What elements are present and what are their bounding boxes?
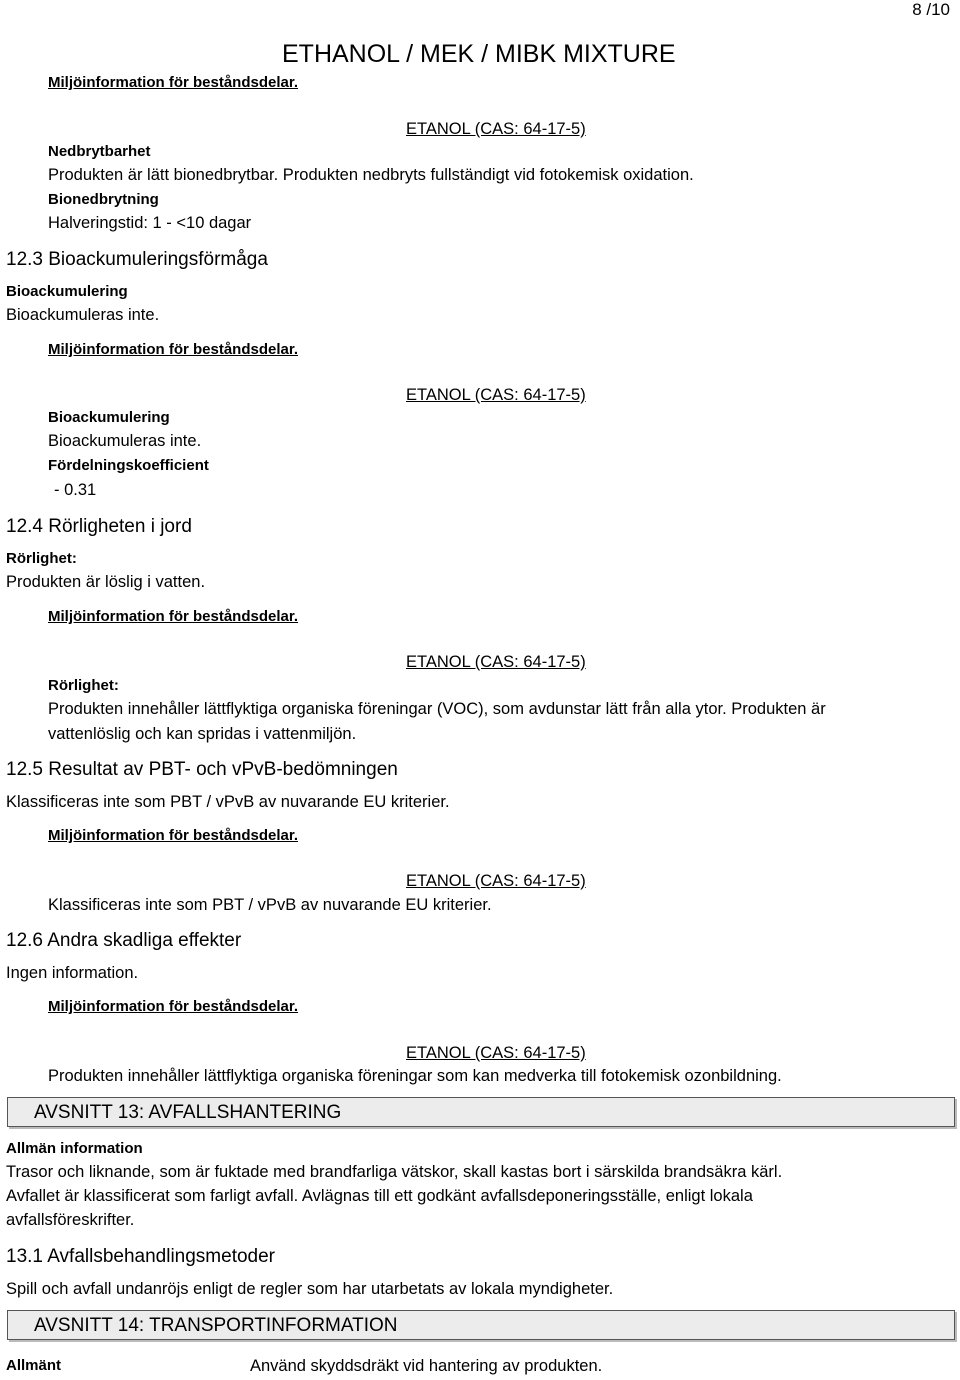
- component-cas-label: ETANOL (CAS: 64-17-5): [406, 653, 586, 671]
- component-info-label: Miljöinformation för beståndsdelar.: [48, 74, 299, 91]
- component-cas-label: ETANOL (CAS: 64-17-5): [406, 872, 586, 890]
- section-13-bar: [7, 1097, 955, 1127]
- field-text: Klassificeras inte som PBT / vPvB av nuvarande EU kriterier.: [6, 793, 450, 811]
- field-label: Allmänt: [6, 1357, 62, 1374]
- field-label: Bioackumulering: [48, 409, 170, 426]
- document-title: ETHANOL / MEK / MIBK MIXTURE: [282, 40, 676, 68]
- field-text: Klassificeras inte som PBT / vPvB av nuvarande EU kriterier.: [48, 896, 492, 914]
- section-heading: 12.5 Resultat av PBT- och vPvB-bedömningen: [6, 759, 398, 780]
- field-text: Produkten är lätt bionedbrytbar. Produkten nedbryts fullständigt vid fotokemisk oxidation.: [48, 166, 694, 184]
- component-cas-label: ETANOL (CAS: 64-17-5): [406, 1044, 586, 1062]
- field-label: Fördelningskoefficient: [48, 457, 209, 474]
- field-text: Produkten innehåller lättflyktiga organiska föreningar som kan medverka till fotokemisk ozonbildning.: [48, 1067, 782, 1085]
- field-value: - 0.31: [54, 481, 97, 499]
- field-text: Bioackumuleras inte.: [6, 306, 160, 324]
- field-label: Nedbrytbarhet: [48, 143, 151, 160]
- component-info-label: Miljöinformation för beståndsdelar.: [48, 998, 299, 1015]
- field-text: Produkten är löslig i vatten.: [6, 573, 206, 591]
- field-label: Bioackumulering: [6, 283, 128, 300]
- field-text: Ingen information.: [6, 964, 139, 982]
- field-text: Trasor och liknande, som är fuktade med brandfarliga vätskor, skall kastas bort i särskilda brandsäkra kärl.: [6, 1163, 783, 1181]
- field-label: Rörlighet:: [48, 677, 119, 694]
- field-label: Bionedbrytning: [48, 191, 159, 208]
- field-label: Rörlighet:: [6, 550, 77, 567]
- page-number: 8 /10: [912, 0, 950, 19]
- field-text: Halveringstid: 1 - <10 dagar: [48, 214, 252, 232]
- section-14-bar: [7, 1310, 955, 1340]
- field-text: vattenlöslig och kan spridas i vattenmiljön.: [48, 725, 357, 743]
- section-heading: 13.1 Avfallsbehandlingsmetoder: [6, 1246, 276, 1267]
- field-label: Allmän information: [6, 1140, 143, 1157]
- field-text: Använd skyddsdräkt vid hantering av produkten.: [250, 1357, 603, 1375]
- component-info-label: Miljöinformation för beståndsdelar.: [48, 341, 299, 358]
- field-text: Produkten innehåller lättflyktiga organiska föreningar (VOC), som avdunstar lätt från alla ytor. Produkten är: [48, 700, 826, 718]
- section-heading: 12.4 Rörligheten i jord: [6, 516, 192, 537]
- component-info-label: Miljöinformation för beståndsdelar.: [48, 827, 299, 844]
- component-cas-label: ETANOL (CAS: 64-17-5): [406, 386, 586, 404]
- component-cas-label: ETANOL (CAS: 64-17-5): [406, 120, 586, 138]
- component-info-label: Miljöinformation för beståndsdelar.: [48, 608, 299, 625]
- field-text: Bioackumuleras inte.: [48, 432, 202, 450]
- field-text: avfallsföreskrifter.: [6, 1211, 135, 1229]
- section-14-title: AVSNITT 14: TRANSPORTINFORMATION: [34, 1315, 398, 1336]
- section-13-title: AVSNITT 13: AVFALLSHANTERING: [34, 1102, 342, 1123]
- field-text: Spill och avfall undanröjs enligt de regler som har utarbetats av lokala myndigheter.: [6, 1280, 614, 1298]
- field-text: Avfallet är klassificerat som farligt avfall. Avlägnas till ett godkänt avfallsdeponeringsställe, enligt lokala: [6, 1187, 753, 1205]
- section-heading: 12.3 Bioackumuleringsförmåga: [6, 249, 268, 270]
- section-heading: 12.6 Andra skadliga effekter: [6, 930, 242, 951]
